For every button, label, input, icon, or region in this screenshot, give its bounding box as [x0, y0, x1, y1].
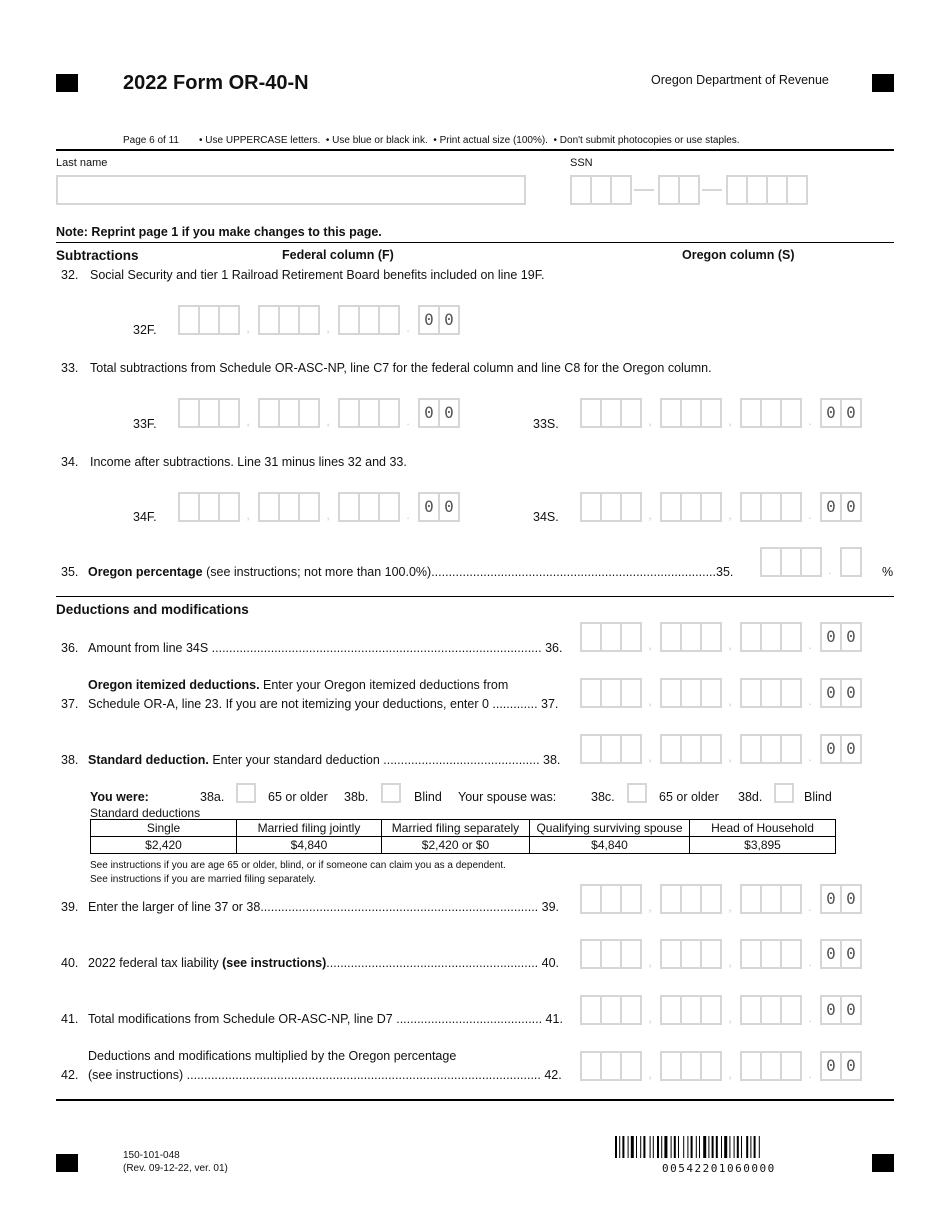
- digit-cell[interactable]: [580, 734, 602, 764]
- digit-cell[interactable]: [298, 398, 320, 428]
- digit-cell[interactable]: [178, 492, 200, 522]
- line-39-input[interactable]: [580, 884, 860, 914]
- digit-cell[interactable]: [700, 492, 722, 522]
- digit-cell[interactable]: [338, 398, 360, 428]
- digit-cell[interactable]: [600, 884, 622, 914]
- checkbox-38c-text: 65 or older: [659, 790, 719, 804]
- digit-cell[interactable]: [780, 492, 802, 522]
- digit-cell[interactable]: [780, 939, 802, 969]
- line-34-number: 34.: [61, 455, 79, 469]
- last-name-input[interactable]: [56, 175, 526, 205]
- digit-cell[interactable]: [580, 939, 602, 969]
- agency-name: Oregon Department of Revenue: [651, 73, 829, 87]
- digit-cell[interactable]: [780, 622, 802, 652]
- digit-cell[interactable]: [378, 305, 400, 335]
- digit-cell[interactable]: [760, 734, 782, 764]
- digit-cell[interactable]: [660, 884, 682, 914]
- separator: .: [808, 899, 812, 914]
- line-38-input[interactable]: [580, 734, 860, 764]
- line-33s-input[interactable]: [580, 398, 860, 428]
- table-cell: $4,840: [530, 837, 690, 854]
- separator: ,: [246, 413, 250, 428]
- digit-cell[interactable]: [660, 939, 682, 969]
- separator: ,: [648, 1066, 652, 1081]
- separator: .: [808, 413, 812, 428]
- line-35-bold: Oregon percentage: [88, 565, 203, 579]
- digit-cell[interactable]: [620, 492, 642, 522]
- registration-mark: [872, 1154, 894, 1172]
- line-41-text: Total modifications from Schedule OR-ASC-NP, line D7 .......................................... 41.: [88, 1012, 563, 1026]
- checkbox-38d-text: Blind: [804, 790, 832, 804]
- checkbox-38d[interactable]: [774, 783, 794, 803]
- digit-cell[interactable]: [780, 734, 802, 764]
- digit-cell[interactable]: [580, 622, 602, 652]
- line-39-text: Enter the larger of line 37 or 38................................................................................ 39.: [88, 900, 560, 914]
- separator: ,: [728, 637, 732, 652]
- digit-cell[interactable]: [740, 622, 762, 652]
- separator: .: [808, 749, 812, 764]
- line-41-number: 41.: [61, 1012, 79, 1026]
- digit-cell[interactable]: [218, 398, 240, 428]
- digit-cell[interactable]: [620, 1051, 642, 1081]
- digit-cell[interactable]: [680, 398, 702, 428]
- separator: ,: [648, 637, 652, 652]
- digit-cell[interactable]: [660, 622, 682, 652]
- digit-cell[interactable]: [580, 398, 602, 428]
- line-37-text: Oregon itemized deductions. Enter your Oregon itemized deductions from: [88, 678, 509, 692]
- cents-digit: 0: [418, 398, 440, 428]
- digit-cell[interactable]: [740, 734, 762, 764]
- line-42-number: 42.: [61, 1068, 79, 1082]
- digit-cell[interactable]: [600, 678, 622, 708]
- digit-cell[interactable]: [700, 939, 722, 969]
- digit-cell[interactable]: [660, 492, 682, 522]
- oregon-column-header: Oregon column (S): [682, 248, 795, 262]
- digit-cell[interactable]: [660, 398, 682, 428]
- digit-cell[interactable]: [278, 492, 300, 522]
- digit-cell[interactable]: [700, 622, 722, 652]
- cents-digit: 0: [418, 305, 440, 335]
- digit-cell[interactable]: [218, 305, 240, 335]
- digit-cell[interactable]: [680, 995, 702, 1025]
- separator: .: [406, 507, 410, 522]
- separator: ,: [728, 749, 732, 764]
- cents-digit: 0: [438, 398, 460, 428]
- digit-cell[interactable]: [760, 398, 782, 428]
- separator: .: [808, 507, 812, 522]
- line-33f-input[interactable]: [178, 398, 458, 428]
- cents-digit: 0: [820, 939, 842, 969]
- digit-cell[interactable]: [620, 734, 642, 764]
- line-37-text-2: Schedule OR-A, line 23. If you are not itemizing your deductions, enter 0 ............. 37.: [88, 697, 559, 711]
- table-cell: $3,895: [690, 837, 836, 854]
- separator: ,: [326, 413, 330, 428]
- digit-cell[interactable]: [680, 678, 702, 708]
- line-34s-label: 34S.: [533, 510, 559, 524]
- digit-cell[interactable]: [580, 1051, 602, 1081]
- line-39-number: 39.: [61, 900, 79, 914]
- separator: ,: [728, 1010, 732, 1025]
- digit-cell[interactable]: [660, 734, 682, 764]
- digit-cell[interactable]: [620, 884, 642, 914]
- digit-cell[interactable]: [680, 1051, 702, 1081]
- cents-digit: 0: [418, 492, 440, 522]
- separator: ,: [326, 320, 330, 335]
- digit-cell[interactable]: [740, 995, 762, 1025]
- separator: ,: [648, 899, 652, 914]
- digit-cell[interactable]: [600, 939, 622, 969]
- table-header: Head of Household: [690, 820, 836, 837]
- digit-cell[interactable]: [760, 622, 782, 652]
- line-37-number: 37.: [61, 697, 79, 711]
- separator: ,: [728, 693, 732, 708]
- divider: [56, 596, 894, 597]
- digit-cell[interactable]: [198, 398, 220, 428]
- line-41-input[interactable]: [580, 995, 860, 1025]
- separator: ,: [648, 749, 652, 764]
- digit-cell[interactable]: [600, 492, 622, 522]
- digit-cell[interactable]: [298, 492, 320, 522]
- line-32-text: Social Security and tier 1 Railroad Retirement Board benefits included on line 19F.: [90, 268, 545, 282]
- digit-cell[interactable]: [378, 492, 400, 522]
- cents-digit: 0: [840, 995, 862, 1025]
- digit-cell[interactable]: [780, 678, 802, 708]
- line-38-number: 38.: [61, 753, 79, 767]
- separator: .: [808, 693, 812, 708]
- table-note-2: See instructions if you are married filing separately.: [90, 874, 317, 885]
- separator: ,: [728, 413, 732, 428]
- checkbox-38b[interactable]: [381, 783, 401, 803]
- digit-cell[interactable]: [258, 398, 280, 428]
- reprint-note: Note: Reprint page 1 if you make changes to this page.: [56, 225, 382, 239]
- line-35-input[interactable]: .: [760, 547, 860, 577]
- last-name-label: Last name: [56, 157, 108, 169]
- std-table-caption: Standard deductions: [90, 806, 201, 820]
- separator: .: [406, 320, 410, 335]
- digit-cell[interactable]: [760, 678, 782, 708]
- cents-digit: 0: [820, 492, 842, 522]
- table-cell: $4,840: [237, 837, 382, 854]
- digit-cell[interactable]: [760, 995, 782, 1025]
- digit-cell[interactable]: [680, 884, 702, 914]
- separator: ,: [728, 1066, 732, 1081]
- digit-cell[interactable]: [600, 995, 622, 1025]
- digit-cell[interactable]: [660, 678, 682, 708]
- digit-cell[interactable]: [580, 492, 602, 522]
- digit-cell[interactable]: [760, 1051, 782, 1081]
- line-38-text: Standard deduction. Enter your standard deduction ............................................. 38.: [88, 753, 561, 767]
- barcode-number: 00542201060000: [662, 1162, 776, 1175]
- digit-cell[interactable]: [740, 939, 762, 969]
- digit-cell[interactable]: [700, 1051, 722, 1081]
- line-34-text: Income after subtractions. Line 31 minus lines 32 and 33.: [90, 455, 407, 469]
- checkbox-38d-label: 38d.: [738, 790, 763, 804]
- standard-deductions-table: [90, 819, 836, 854]
- digit-cell[interactable]: [338, 492, 360, 522]
- spouse-label: Your spouse was:: [458, 790, 557, 804]
- digit-cell[interactable]: [600, 398, 622, 428]
- digit-cell[interactable]: [660, 995, 682, 1025]
- cents-digit: 0: [840, 939, 862, 969]
- digit-cell[interactable]: [178, 398, 200, 428]
- digit-cell[interactable]: [580, 884, 602, 914]
- table-header: Married filing separately: [382, 820, 530, 837]
- digit-cell[interactable]: [760, 884, 782, 914]
- print-instructions: • Use UPPERCASE letters. • Use blue or black ink. • Print actual size (100%). • Don't submit photocopies or use staples.: [199, 135, 740, 146]
- digit-cell[interactable]: [760, 492, 782, 522]
- line-33f-label: 33F.: [133, 417, 157, 431]
- digit-cell[interactable]: [198, 305, 220, 335]
- separator: .: [808, 1066, 812, 1081]
- digit-cell[interactable]: [660, 1051, 682, 1081]
- separator: .: [406, 413, 410, 428]
- line-35-number: 35.: [61, 565, 79, 579]
- separator: ,: [246, 320, 250, 335]
- form-number: 150-101-048: [123, 1150, 180, 1161]
- divider: [56, 242, 894, 243]
- checkbox-38a[interactable]: [236, 783, 256, 803]
- separator: ,: [728, 954, 732, 969]
- digit-cell[interactable]: [600, 734, 622, 764]
- cents-digit: 0: [840, 884, 862, 914]
- line-32f-label: 32F.: [133, 323, 157, 337]
- cents-digit: 0: [820, 995, 842, 1025]
- registration-mark: [56, 74, 78, 92]
- cents-digit: 0: [820, 678, 842, 708]
- line-33-text: Total subtractions from Schedule OR-ASC-NP, line C7 for the federal column and line C8 for the Oregon column.: [90, 361, 712, 375]
- cents-digit: 0: [840, 492, 862, 522]
- percent-sign: %: [882, 565, 894, 579]
- separator: .: [808, 1010, 812, 1025]
- divider: [56, 1099, 894, 1101]
- line-34f-input[interactable]: [178, 492, 458, 522]
- ssn-input[interactable]: [570, 175, 806, 205]
- digit-cell[interactable]: [358, 398, 380, 428]
- digit-cell[interactable]: [278, 398, 300, 428]
- separator: ,: [648, 413, 652, 428]
- checkbox-38c-label: 38c.: [591, 790, 615, 804]
- separator: ,: [326, 507, 330, 522]
- registration-mark: [872, 74, 894, 92]
- table-header: Married filing jointly: [237, 820, 382, 837]
- cents-digit: 0: [840, 734, 862, 764]
- digit-cell[interactable]: [338, 305, 360, 335]
- line-32-number: 32.: [61, 268, 79, 282]
- table-cell: $2,420: [91, 837, 237, 854]
- digit-cell[interactable]: [178, 305, 200, 335]
- cents-digit: 0: [840, 622, 862, 652]
- ssn-label: SSN: [570, 157, 593, 169]
- line-40-input[interactable]: [580, 939, 860, 969]
- digit-cell[interactable]: [740, 884, 762, 914]
- separator: ,: [648, 954, 652, 969]
- section-deductions: Deductions and modifications: [56, 602, 249, 617]
- digit-cell[interactable]: [740, 678, 762, 708]
- digit-cell[interactable]: [740, 398, 762, 428]
- digit-cell[interactable]: [298, 305, 320, 335]
- line-33-number: 33.: [61, 361, 79, 375]
- table-header: Qualifying surviving spouse: [530, 820, 690, 837]
- digit-cell[interactable]: [700, 734, 722, 764]
- digit-cell[interactable]: [358, 305, 380, 335]
- checkbox-38a-text: 65 or older: [268, 790, 328, 804]
- line-36-input[interactable]: [580, 622, 860, 652]
- digit-cell[interactable]: [780, 398, 802, 428]
- divider: [56, 149, 894, 151]
- digit-cell[interactable]: [760, 939, 782, 969]
- you-were-label: You were:: [90, 790, 149, 804]
- digit-cell[interactable]: [580, 678, 602, 708]
- digit-cell[interactable]: [620, 995, 642, 1025]
- cents-digit: 0: [820, 622, 842, 652]
- digit-cell[interactable]: [600, 1051, 622, 1081]
- cents-digit: 0: [438, 492, 460, 522]
- cents-digit: 0: [840, 1051, 862, 1081]
- digit-cell[interactable]: [258, 305, 280, 335]
- line-32f-input[interactable]: [178, 305, 458, 335]
- line-42-text-2: (see instructions) ...................................................................................................... 42.: [88, 1068, 562, 1082]
- separator: ,: [648, 693, 652, 708]
- separator: ,: [728, 899, 732, 914]
- form-title: 2022 Form OR-40-N: [123, 72, 309, 94]
- digit-cell[interactable]: [700, 884, 722, 914]
- digit-cell[interactable]: [278, 305, 300, 335]
- page-info: Page 6 of 11: [123, 135, 179, 146]
- digit-cell[interactable]: [358, 492, 380, 522]
- checkbox-38a-label: 38a.: [200, 790, 225, 804]
- revision: (Rev. 09-12-22, ver. 01): [123, 1163, 228, 1174]
- separator: ,: [728, 507, 732, 522]
- table-header: Single: [91, 820, 237, 837]
- table-note-1: See instructions if you are age 65 or older, blind, or if someone can claim you as a dependent.: [90, 860, 506, 871]
- digit-cell[interactable]: [740, 1051, 762, 1081]
- digit-cell[interactable]: [620, 939, 642, 969]
- digit-cell[interactable]: [780, 995, 802, 1025]
- separator: ,: [648, 1010, 652, 1025]
- line-35-text: Oregon percentage (see instructions; not more than 100.0%)..................................................................................35.: [88, 565, 734, 579]
- line-34f-label: 34F.: [133, 510, 157, 524]
- line-36-text: Amount from line 34S ............................................................................................... 36.: [88, 641, 563, 655]
- digit-cell[interactable]: [680, 734, 702, 764]
- checkbox-38b-text: Blind: [414, 790, 442, 804]
- checkbox-38b-label: 38b.: [344, 790, 369, 804]
- digit-cell[interactable]: [780, 884, 802, 914]
- table-cell: $2,420 or $0: [382, 837, 530, 854]
- separator: ,: [246, 507, 250, 522]
- registration-mark: [56, 1154, 78, 1172]
- digit-cell[interactable]: [378, 398, 400, 428]
- cents-digit: 0: [820, 1051, 842, 1081]
- digit-cell[interactable]: [218, 492, 240, 522]
- cents-digit: 0: [840, 678, 862, 708]
- digit-cell[interactable]: [258, 492, 280, 522]
- line-40-text: 2022 federal tax liability (see instructions)............................................................. 40.: [88, 956, 559, 970]
- section-subtractions: Subtractions: [56, 248, 139, 263]
- cents-digit: 0: [820, 398, 842, 428]
- digit-cell[interactable]: [680, 622, 702, 652]
- separator: ,: [648, 507, 652, 522]
- line-42-text: Deductions and modifications multiplied by the Oregon percentage: [88, 1049, 457, 1063]
- line-33s-label: 33S.: [533, 417, 559, 431]
- cents-digit: 0: [438, 305, 460, 335]
- separator: .: [808, 954, 812, 969]
- digit-cell[interactable]: [620, 398, 642, 428]
- digit-cell[interactable]: [680, 939, 702, 969]
- digit-cell[interactable]: [580, 995, 602, 1025]
- line-36-number: 36.: [61, 641, 79, 655]
- digit-cell[interactable]: [600, 622, 622, 652]
- digit-cell[interactable]: [620, 678, 642, 708]
- cents-digit: 0: [820, 884, 842, 914]
- digit-cell[interactable]: [700, 678, 722, 708]
- barcode-icon: [615, 1136, 825, 1158]
- line-37-input[interactable]: [580, 678, 860, 708]
- checkbox-38c[interactable]: [627, 783, 647, 803]
- digit-cell[interactable]: [700, 398, 722, 428]
- digit-cell[interactable]: [198, 492, 220, 522]
- cents-digit: 0: [820, 734, 842, 764]
- digit-cell[interactable]: [780, 1051, 802, 1081]
- digit-cell[interactable]: [700, 995, 722, 1025]
- separator: .: [808, 637, 812, 652]
- digit-cell[interactable]: [680, 492, 702, 522]
- line-42-input[interactable]: [580, 1051, 860, 1081]
- digit-cell[interactable]: [740, 492, 762, 522]
- federal-column-header: Federal column (F): [282, 248, 394, 262]
- line-40-number: 40.: [61, 956, 79, 970]
- cents-digit: 0: [840, 398, 862, 428]
- line-34s-input[interactable]: [580, 492, 860, 522]
- digit-cell[interactable]: [620, 622, 642, 652]
